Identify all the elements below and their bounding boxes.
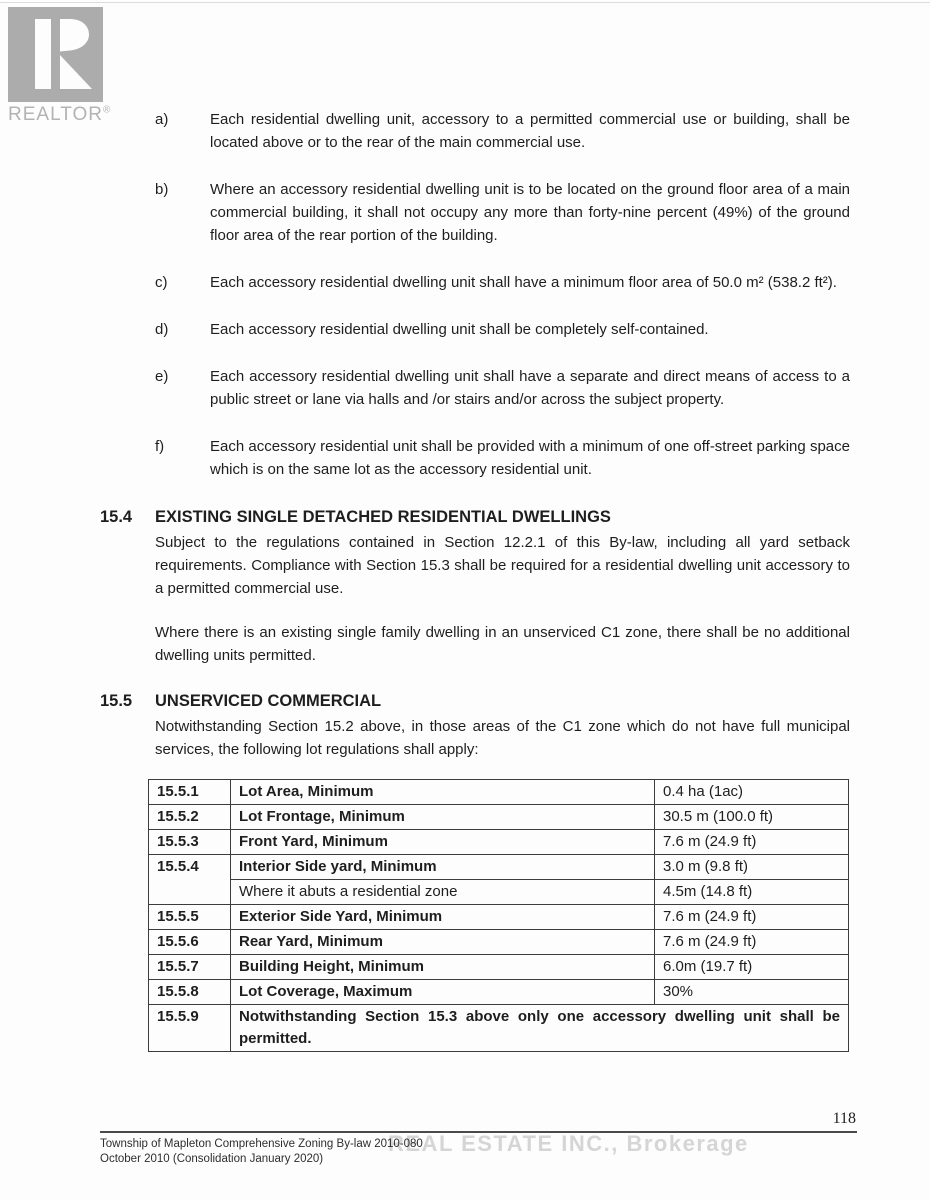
section-number: 15.4 (100, 508, 133, 526)
section-body (155, 715, 850, 761)
section-heading (100, 689, 850, 714)
clause-item-d (100, 318, 850, 341)
cell-value: 4.5m (14.8 ft) (655, 880, 849, 905)
clause-item-a (100, 108, 850, 154)
section-paragraph: Where there is an existing single family dwelling in an unserviced C1 zone, there shall be no additional dwelling units permitted. (155, 624, 850, 664)
document-body (100, 108, 850, 1052)
clause-text: Each accessory residential dwelling unit shall be completely self-contained. (210, 321, 709, 338)
clause-label: f) (155, 438, 165, 455)
table-row (149, 780, 849, 805)
section-body (155, 531, 850, 667)
clause-text: Where an accessory residential dwelling unit is to be located on the ground floor area of a main commercial building, it shall not occupy any more than forty-nine percent (49%) of the ground floor area of the rear portion of the building. (210, 181, 850, 244)
clause-label: b) (155, 181, 169, 198)
table-row (149, 855, 849, 880)
cell-value: 6.0m (19.7 ft) (655, 955, 849, 980)
clause-text: Each accessory residential dwelling unit shall have a minimum floor area of 50.0 m² (538.2 ft²). (210, 274, 837, 291)
cell-label: Interior Side yard, Minimum (231, 855, 655, 880)
cell-number: 15.5.8 (149, 980, 231, 1005)
cell-number: 15.5.9 (149, 1005, 231, 1052)
cell-number: 15.5.2 (149, 805, 231, 830)
table-row (149, 880, 849, 905)
clause-text: Each accessory residential dwelling unit shall have a separate and direct means of access to a public street or lane via halls and /or stairs and/or across the subject property. (210, 368, 850, 408)
cell-label: Lot Area, Minimum (231, 780, 655, 805)
table-row (149, 905, 849, 930)
footer (100, 1137, 423, 1167)
table-row (149, 930, 849, 955)
realtor-r-icon (8, 7, 103, 102)
cell-number: 15.5.6 (149, 930, 231, 955)
registered-trademark-symbol: ® (103, 104, 112, 116)
regulations-table (148, 779, 849, 1052)
clause-text: Each accessory residential unit shall be provided with a minimum of one off-street parking space which is on the same lot as the accessory residential unit. (210, 438, 850, 478)
cell-label: Where it abuts a residential zone (231, 880, 655, 905)
footer-line-title: Township of Mapleton Comprehensive Zoning By-law 2010-080 (100, 1138, 423, 1150)
cell-label: Rear Yard, Minimum (231, 930, 655, 955)
table-row (149, 980, 849, 1005)
section-15-4 (100, 505, 850, 667)
cell-label: Building Height, Minimum (231, 955, 655, 980)
clause-item-f (100, 435, 850, 481)
cell-value: 30.5 m (100.0 ft) (655, 805, 849, 830)
section-title: EXISTING SINGLE DETACHED RESIDENTIAL DWELLINGS (155, 508, 611, 526)
cell-value: 7.6 m (24.9 ft) (655, 830, 849, 855)
brokerage-watermark: REAL ESTATE INC., Brokerage (388, 1131, 749, 1156)
table-row (149, 805, 849, 830)
cell-value: 7.6 m (24.9 ft) (655, 930, 849, 955)
clause-label: a) (155, 111, 169, 128)
clause-text: Each residential dwelling unit, accessory to a permitted commercial use or building, shall be located above or to the rear of the main commercial use. (210, 111, 850, 151)
cell-number: 15.5.1 (149, 780, 231, 805)
clause-item-b (100, 178, 850, 247)
clause-item-e (100, 365, 850, 411)
footer-line-date: October 2010 (Consolidation January 2020) (100, 1153, 324, 1165)
cell-number: 15.5.7 (149, 955, 231, 980)
clause-label: d) (155, 321, 169, 338)
clause-label: c) (155, 274, 168, 291)
table-row (149, 955, 849, 980)
cell-value: 7.6 m (24.9 ft) (655, 905, 849, 930)
realtor-label: REALTOR (8, 104, 103, 125)
cell-label: Notwithstanding Section 15.3 above only one accessory dwelling unit shall be permitted. (231, 1005, 849, 1052)
clause-item-c (100, 271, 850, 294)
section-heading (100, 505, 850, 530)
cell-number: 15.5.4 (149, 855, 231, 905)
cell-label: Lot Coverage, Maximum (231, 980, 655, 1005)
table-row (149, 830, 849, 855)
section-number: 15.5 (100, 692, 133, 710)
section-15-5 (100, 689, 850, 761)
table-row (149, 1005, 849, 1052)
cell-value: 30% (655, 980, 849, 1005)
cell-label: Front Yard, Minimum (231, 830, 655, 855)
cell-number: 15.5.5 (149, 905, 231, 930)
section-paragraph: Subject to the regulations contained in Section 12.2.1 of this By-law, including all yard setback requirements. Compliance with Section 15.3 shall be required for a residential dwelling unit accessory to a permitted commercial use. (155, 534, 850, 597)
cell-value: 3.0 m (9.8 ft) (655, 855, 849, 880)
clause-label: e) (155, 368, 169, 385)
cell-label: Exterior Side Yard, Minimum (231, 905, 655, 930)
cell-value: 0.4 ha (1ac) (655, 780, 849, 805)
page-number: 118 (832, 1110, 856, 1127)
cell-label: Lot Frontage, Minimum (231, 805, 655, 830)
section-title: UNSERVICED COMMERCIAL (155, 692, 382, 710)
scan-edge-artifact (0, 2, 930, 3)
section-paragraph: Notwithstanding Section 15.2 above, in those areas of the C1 zone which do not have full municipal services, the following lot regulations shall apply: (155, 718, 850, 758)
cell-number: 15.5.3 (149, 830, 231, 855)
